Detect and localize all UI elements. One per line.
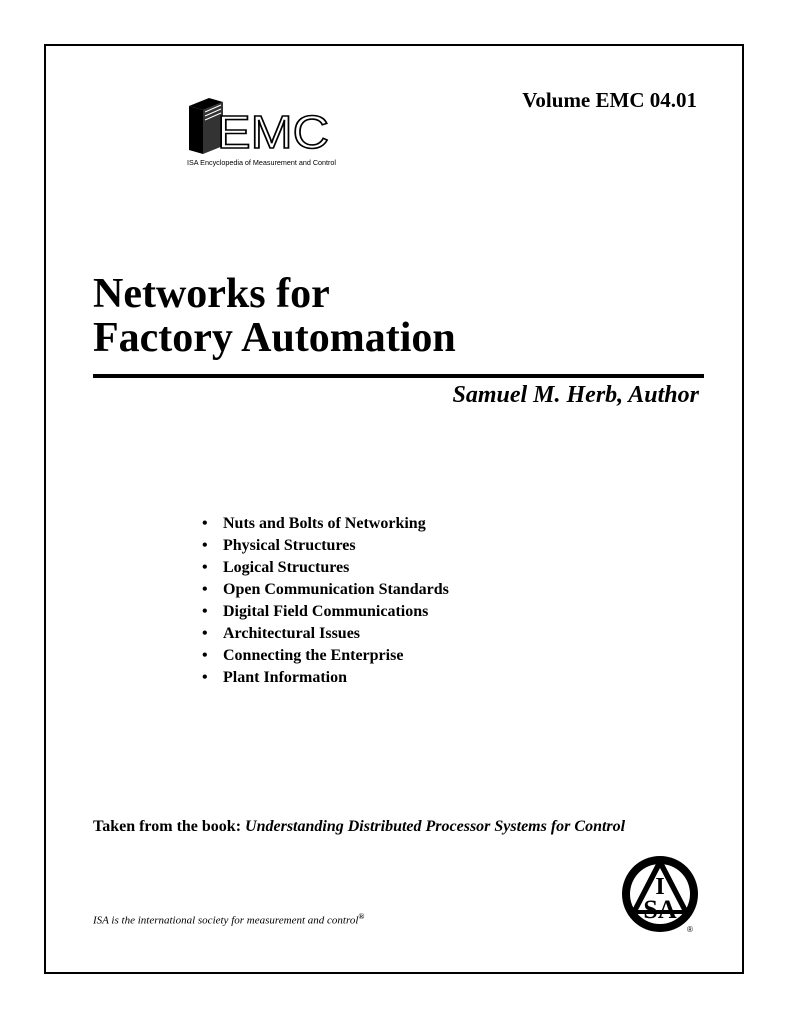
bullet: • (202, 669, 208, 686)
source-prefix: Taken from the book: (93, 818, 242, 835)
list-item-label: Logical Structures (223, 559, 350, 576)
title-line-2: Factory Automation (93, 315, 456, 361)
registered-mark: ® (358, 912, 365, 921)
bullet: • (202, 515, 208, 532)
emc-logo-text: EMC (217, 106, 329, 158)
isa-tagline (93, 912, 364, 927)
bullet: • (202, 603, 208, 620)
list-item-label: Nuts and Bolts of Networking (223, 515, 426, 532)
isa-logo-letter-i: I (655, 874, 665, 900)
bullet: • (202, 537, 208, 554)
bullet: • (202, 559, 208, 576)
topics-list (200, 513, 449, 689)
isa-logo-letters-sa: SA (643, 895, 677, 924)
bullet: • (202, 625, 208, 642)
source-note (93, 818, 625, 836)
list-item (200, 667, 449, 689)
list-item-label: Open Communication Standards (223, 581, 449, 598)
list-item-label: Architectural Issues (223, 625, 361, 642)
volume-number: Volume EMC 04.01 (522, 88, 697, 112)
page-title (93, 272, 456, 360)
bullet: • (202, 581, 208, 598)
tagline-text: ISA is the international society for measurement and control (93, 914, 359, 927)
list-item (200, 601, 449, 623)
list-item-label: Physical Structures (223, 537, 356, 554)
list-item (200, 579, 449, 601)
logo-caption: ISA Encyclopedia of Measurement and Control (187, 158, 337, 167)
author-line: Samuel M. Herb, Author (452, 382, 699, 408)
list-item (200, 557, 449, 579)
list-item (200, 623, 449, 645)
isa-logo (620, 854, 700, 936)
list-item (200, 513, 449, 535)
list-item-label: Digital Field Communications (223, 603, 429, 620)
isa-registered-mark: ® (687, 925, 693, 934)
bullet: • (202, 647, 208, 664)
list-item (200, 645, 449, 667)
list-item (200, 535, 449, 557)
title-rule (93, 374, 704, 378)
list-item-label: Plant Information (223, 669, 347, 686)
title-line-1: Networks for (93, 271, 330, 317)
source-book-title: Understanding Distributed Processor Systems for Control (245, 818, 626, 835)
list-item-label: Connecting the Enterprise (223, 647, 404, 664)
